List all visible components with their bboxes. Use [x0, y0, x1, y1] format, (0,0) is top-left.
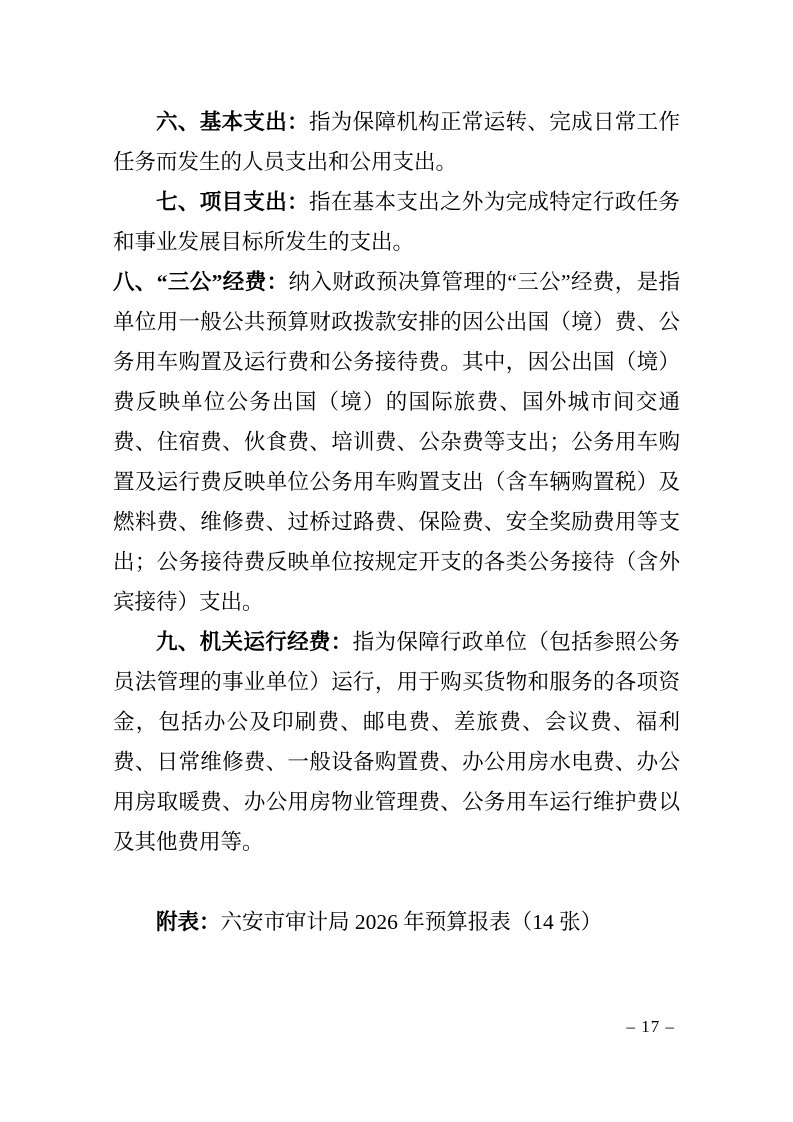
appendix-note-lead: 附表：: [156, 910, 221, 934]
paragraph-basic-expenditure-text: 指为保障机构正常运转、完成日常工作任务而发生的人员支出和公用支出。: [113, 110, 680, 174]
paragraph-agency-operating-funds-text: 指为保障行政单位（包括参照公务员法管理的事业单位）运行，用于购买货物和服务的各项资金，包括办公及印刷费、邮电费、差旅费、会议费、福利费、日常维修费、一般设备购置费、办公用房水电费、办公用房取暖费、办公用房物业管理费、公务用车运行维护费以及其他费用等。: [113, 630, 680, 854]
paragraph-three-public-funds-lead: 八、“三公”经费：: [113, 270, 289, 294]
paragraph-basic-expenditure: [113, 102, 680, 182]
document-body: [113, 102, 680, 942]
appendix-note: [113, 902, 680, 942]
paragraph-three-public-funds: [113, 262, 680, 622]
paragraph-project-expenditure-text: 指在基本支出之外为完成特定行政任务和事业发展目标所发生的支出。: [113, 190, 680, 254]
paragraph-agency-operating-funds-lead: 九、机关运行经费：: [156, 630, 353, 654]
paragraph-basic-expenditure-lead: 六、基本支出：: [156, 110, 309, 134]
appendix-note-text: 六安市审计局 2026 年预算报表（14 张）: [220, 910, 603, 934]
paragraph-project-expenditure-lead: 七、项目支出：: [156, 190, 309, 214]
paragraph-three-public-funds-text: 纳入财政预决算管理的“三公”经费，是指单位用一般公共预算财政拨款安排的因公出国（境）费、公务用车购置及运行费和公务接待费。其中，因公出国（境）费反映单位公务出国（境）的国际旅费、国外城市间交通费、住宿费、伙食费、培训费、公杂费等支出；公务用车购置及运行费反映单位公务用车购置支出（含车辆购置税）及燃料费、维修费、过桥过路费、保险费、安全奖励费用等支出；公务接待费反映单位按规定开支的各类公务接待（含外宾接待）支出。: [113, 270, 680, 614]
paragraph-agency-operating-funds: [113, 622, 680, 862]
page-number: – 17 –: [626, 1017, 675, 1036]
paragraph-project-expenditure: [113, 182, 680, 262]
